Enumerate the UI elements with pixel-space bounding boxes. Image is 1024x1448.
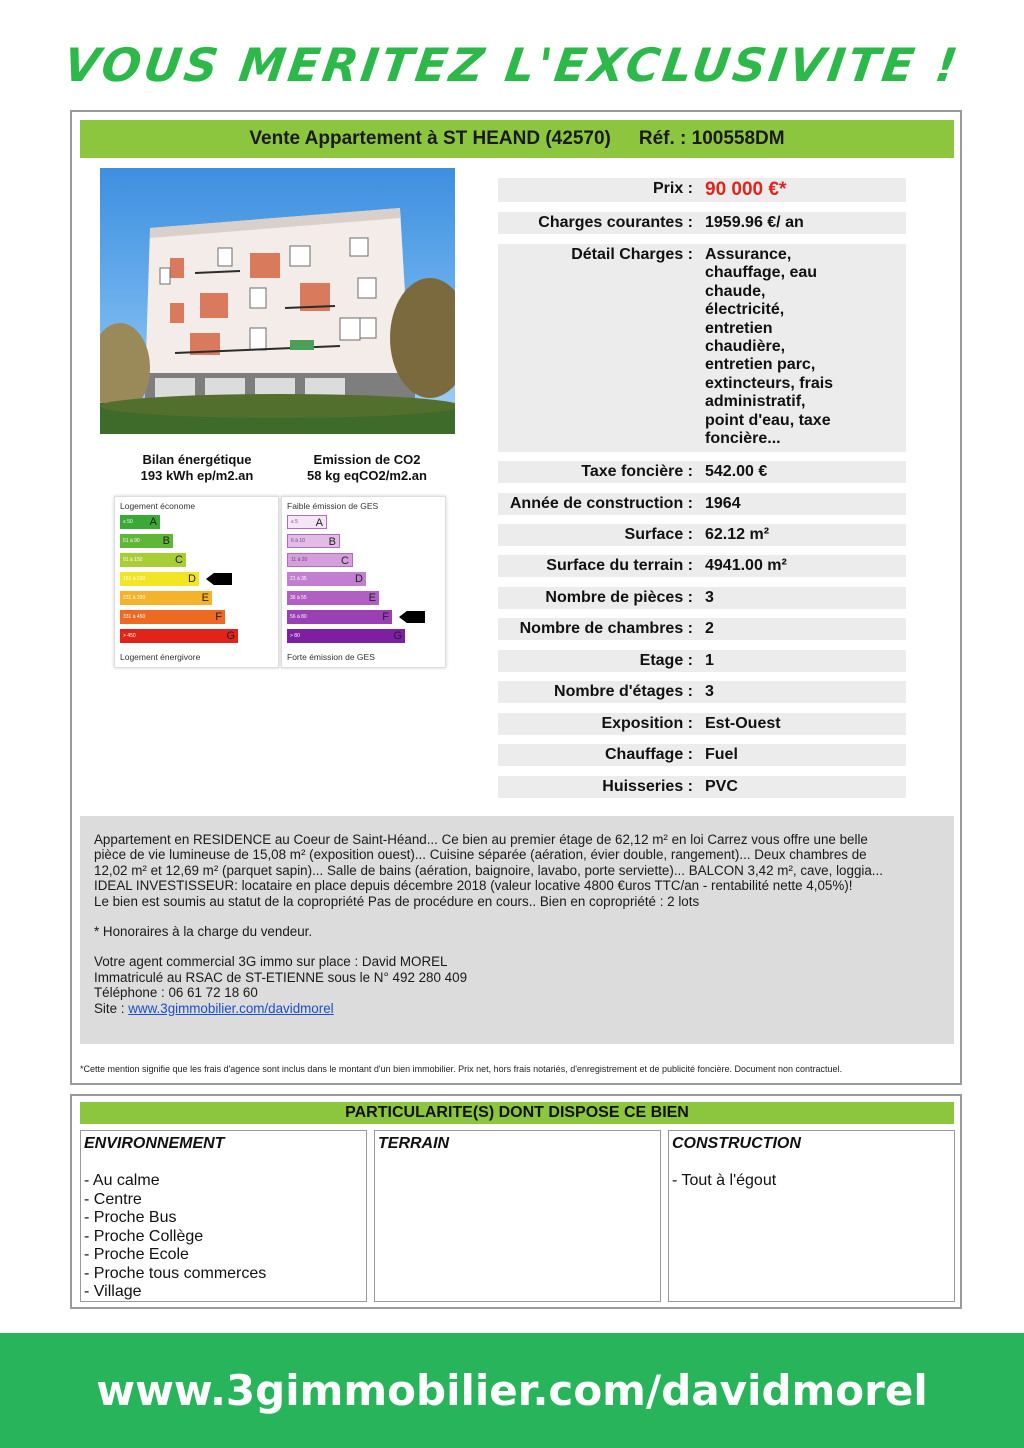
detail-label: Huisseries : — [602, 778, 693, 795]
dpe-band-g — [120, 629, 238, 643]
dpe-scale — [114, 496, 279, 668]
detail-label: Nombre d'étages : — [554, 683, 693, 700]
detail-value: 2 — [705, 620, 714, 637]
detail-label: Surface : — [624, 526, 693, 543]
feature-item: - Au calme — [84, 1172, 160, 1189]
detail-label: Prix : — [652, 180, 693, 197]
detail-value: 3 — [705, 589, 714, 606]
band-range: 11 à 20 — [291, 557, 308, 563]
detail-row — [498, 212, 906, 234]
description-panel — [80, 816, 954, 1044]
features-card — [70, 1094, 962, 1309]
ges-band-a — [287, 515, 327, 529]
feature-item: - Tout à l'égout — [672, 1172, 777, 1189]
ges-band-g — [287, 629, 405, 643]
feature-item: - Centre — [84, 1190, 142, 1208]
detail-row — [498, 681, 906, 703]
detail-row — [498, 461, 906, 483]
detail-value: 1964 — [705, 495, 741, 512]
detail-label: Taxe foncière : — [581, 463, 693, 480]
features-title: PARTICULARITE(S) DONT DISPOSE CE BIEN — [80, 1102, 954, 1124]
detail-row — [498, 178, 906, 202]
band-range: 6 à 10 — [291, 538, 305, 544]
detail-value: Assurance, chauffage, eau chaude, électricité, entretien chaudière, entretien parc, extincteurs, frais administratif, point d'eau, taxe foncière... — [705, 246, 834, 448]
dpe-label: Bilan énergétique — [142, 452, 252, 467]
band-range: ≤ 50 — [123, 519, 133, 525]
band-letter: C — [341, 555, 349, 567]
listing-title-bar — [80, 120, 954, 158]
band-range: 151 à 230 — [123, 576, 146, 582]
detail-row — [498, 744, 906, 766]
ges-band-b — [287, 534, 340, 548]
detail-label: Nombre de pièces : — [545, 589, 693, 606]
website-banner[interactable]: www.3gimmobilier.com/davidmorel — [0, 1333, 1024, 1448]
listing-card — [70, 110, 962, 1085]
ges-active-arrow — [399, 611, 425, 623]
detail-label: Chauffage : — [605, 746, 693, 763]
feature-item: - Proche Collège — [84, 1227, 204, 1245]
ges-label: Emission de CO2 — [313, 452, 421, 467]
dpe-band-f — [120, 610, 225, 624]
detail-label: Détail Charges : — [571, 246, 693, 263]
dpe-scale-bottom: Logement énergivore — [120, 652, 201, 662]
detail-row — [498, 493, 906, 515]
band-letter: B — [328, 536, 336, 548]
feature-item: - Proche Ecole — [84, 1246, 189, 1263]
feature-item: - Proche Bus — [84, 1209, 177, 1226]
features-heading: ENVIRONNEMENT — [84, 1135, 225, 1152]
dpe-band-d — [120, 572, 199, 586]
dpe-value: 193 kWh ep/m2.an — [140, 468, 254, 483]
detail-value: Est-Ouest — [705, 715, 781, 732]
dpe-band-a — [120, 515, 160, 529]
features-heading: CONSTRUCTION — [672, 1135, 801, 1152]
band-range: ≤ 5 — [291, 519, 298, 525]
headline: VOUS MERITEZ L'EXCLUSIVITE ! — [60, 38, 964, 92]
detail-label: Exposition : — [601, 715, 693, 732]
features-column-terrain — [374, 1130, 661, 1302]
features-column-construction — [668, 1130, 955, 1302]
band-letter: E — [201, 592, 209, 604]
detail-label: Année de construction : — [509, 495, 693, 512]
band-letter: B — [162, 535, 170, 547]
site-line: Site : www.3gimmobilier.com/davidmorel — [94, 1000, 334, 1016]
band-letter: C — [175, 554, 183, 566]
detail-row — [498, 555, 906, 577]
ges-band-f — [287, 610, 392, 624]
feature-item: - Village — [84, 1283, 142, 1300]
band-letter: F — [215, 611, 222, 623]
features-column-environment — [80, 1130, 367, 1302]
detail-value: Fuel — [705, 746, 738, 763]
detail-row — [498, 650, 906, 672]
ges-value: 58 kg eqCO2/m2.an — [307, 468, 427, 483]
fees-note: * Honoraires à la charge du vendeur. — [94, 924, 313, 940]
detail-label: Surface du terrain : — [546, 557, 693, 574]
band-range: 36 à 55 — [290, 595, 307, 601]
band-range: 91 à 150 — [123, 557, 143, 563]
features-heading: TERRAIN — [378, 1135, 450, 1152]
detail-label: Charges courantes : — [538, 214, 693, 231]
description-body: Appartement en RESIDENCE au Coeur de Saint-Héand... Ce bien au premier étage de 62,12 m² en loi Carrez vous offre une belle pièce de vie lumineuse de 15,08 m² (exposition ouest)... Cuisine séparée (aération, évier double, rangement)... Deux chambres de 12,02 m² et 12,69 m² (parquet sapin)... Salle de bains (aération, baignoire, lavabo, porte serviette)... BALCON 3,42 m², cave, loggia... IDEAL INVESTISSEUR: locataire en place depuis décembre 2018 (valeur locative 4800 €uros TTC/an - rentabilité nette 4,05%)! Le bien est soumis au statut de la copropriété Pas de procédure en cours.. Bien en copropriété : 2 lots — [94, 832, 883, 909]
detail-label: Etage : — [639, 652, 693, 669]
detail-value: 62.12 m² — [705, 526, 770, 543]
detail-row — [498, 587, 906, 609]
detail-value: 3 — [705, 683, 714, 700]
energy-labels — [112, 452, 452, 484]
ges-scale — [281, 496, 446, 668]
band-letter: D — [188, 573, 196, 585]
band-range: 231 à 330 — [123, 595, 146, 601]
detail-value: 1 — [705, 652, 714, 669]
band-letter: G — [226, 630, 235, 642]
dpe-band-c — [120, 553, 186, 567]
detail-row — [498, 618, 906, 640]
band-letter: G — [393, 630, 402, 642]
ges-band-e — [287, 591, 379, 605]
detail-value: PVC — [705, 778, 738, 795]
agent-site-link[interactable]: www.3gimmobilier.com/davidmorel — [128, 1000, 334, 1016]
ges-scale-bottom: Forte émission de GES — [287, 652, 375, 662]
detail-value: 542.00 € — [705, 463, 768, 480]
legal-footnote: *Cette mention signifie que les frais d'agence sont inclus dans le montant d'un bien immobilier. Prix net, hors frais notariés, d'enregistrement et de publicité foncière. Document non contractuel. — [80, 1064, 843, 1074]
ges-band-c — [287, 553, 353, 567]
dpe-band-e — [120, 591, 212, 605]
detail-row — [498, 244, 906, 452]
band-range: 21 à 35 — [290, 576, 307, 582]
band-range: 51 à 90 — [123, 538, 140, 544]
ges-scale-top: Faible émission de GES — [287, 501, 379, 511]
band-range: > 80 — [290, 633, 300, 639]
detail-label: Nombre de chambres : — [519, 620, 693, 637]
detail-row — [498, 776, 906, 798]
detail-value: 1959.96 €/ an — [705, 214, 804, 231]
detail-row — [498, 524, 906, 546]
band-letter: A — [149, 516, 157, 528]
band-letter: D — [355, 573, 363, 585]
ges-band-d — [287, 572, 366, 586]
band-letter: A — [315, 517, 323, 529]
detail-row — [498, 713, 906, 735]
agent-info: Votre agent commercial 3G immo sur place : David MOREL Immatriculé au RSAC de ST-ETIENNE sous le N° 492 280 409 Téléphone : 06 61 72 18 60 — [94, 954, 468, 1001]
dpe-band-b — [120, 534, 173, 548]
listing-reference: Réf. : 100558DM — [638, 128, 785, 149]
listing-title: Vente Appartement à ST HEAND (42570) — [249, 128, 611, 149]
band-range: > 450 — [123, 633, 136, 639]
feature-item: - Proche tous commerces — [84, 1264, 267, 1282]
property-photo — [100, 168, 455, 434]
price-value: 90 000 €* — [705, 179, 787, 200]
dpe-active-arrow — [206, 573, 232, 585]
band-range: 56 à 80 — [290, 614, 307, 620]
band-range: 331 à 450 — [123, 614, 146, 620]
band-letter: F — [382, 611, 389, 623]
detail-value: 4941.00 m² — [705, 557, 787, 574]
band-letter: E — [368, 592, 376, 604]
dpe-scale-top: Logement économe — [120, 501, 196, 511]
